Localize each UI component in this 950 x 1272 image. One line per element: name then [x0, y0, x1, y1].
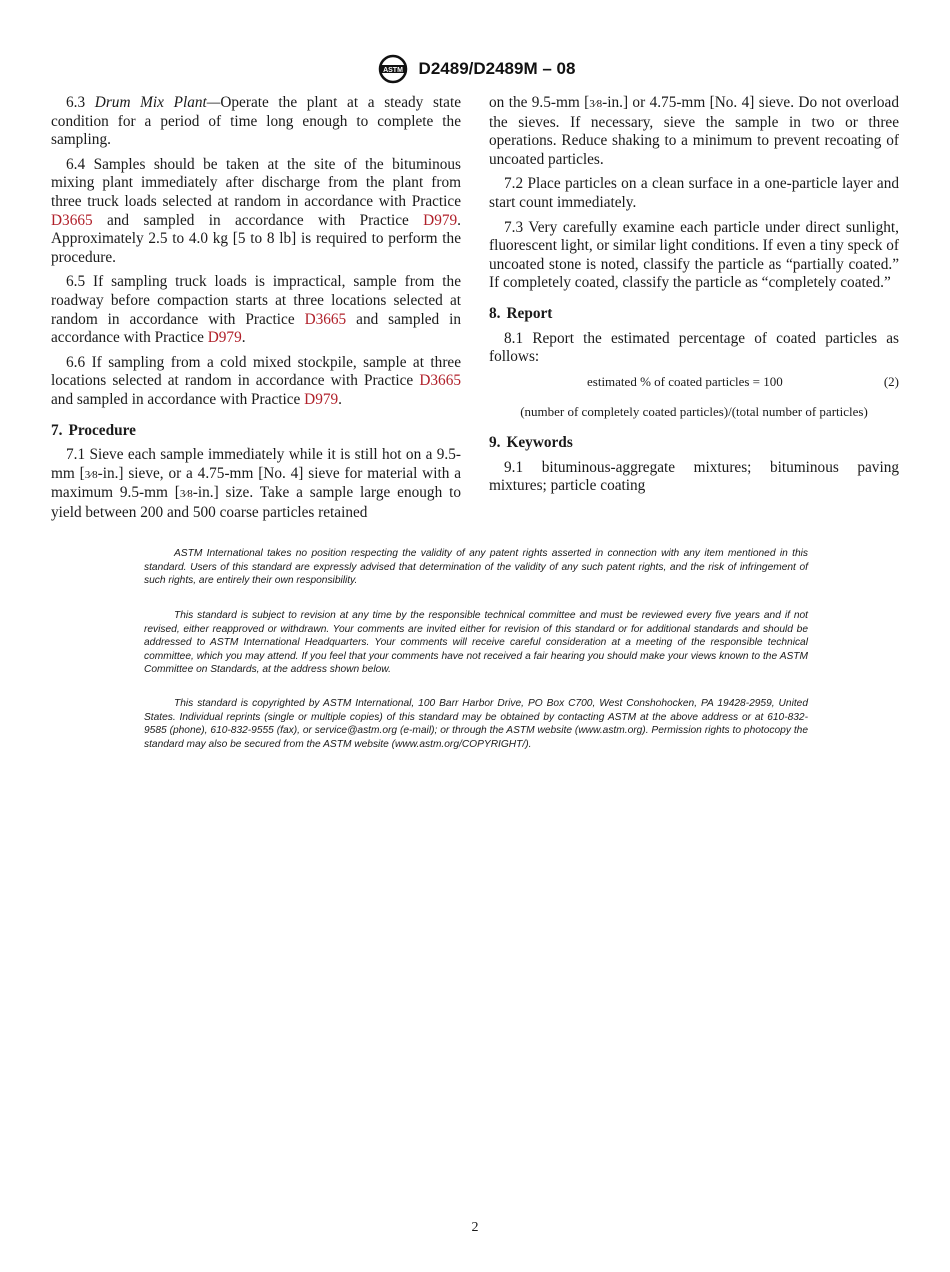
reference-link-d3665[interactable]: D3665 — [419, 372, 461, 390]
standard-designation: D2489/D2489M – 08 — [418, 59, 576, 78]
equation-lhs: estimated % of coated particles = 100 — [587, 373, 783, 389]
paragraph-8-1: 8.1 Report the estimated percentage of coated particles as follows: — [489, 329, 899, 366]
section-heading-keywords: 9. Keywords — [489, 433, 573, 451]
paragraph-7-3: 7.3 Very carefully examine each particle under direct sunlight, fluorescent light, or similar light conditions. If even a tiny speck of uncoated stone is noted, classify the particle as “partially coated.” If completely coated, classify the particle as “completely coated.” — [489, 218, 899, 292]
equation-number: (2) — [883, 373, 899, 389]
paragraph-7-1-continued: on the 9.5-mm [3⁄8-in.] or 4.75-mm [No. 4] sieve. Do not overload the sieves. If necessary, sieve the sample in two or three operations. Reduce shaking to a minimum to prevent recoating of uncoated particles. — [489, 94, 899, 168]
equation-2 — [489, 373, 899, 392]
reference-link-d979[interactable]: D979 — [304, 390, 339, 408]
reference-link-d3665[interactable]: D3665 — [304, 310, 347, 328]
paragraph-7-2: 7.2 Place particles on a clean surface in a one-particle layer and start count immediately. — [489, 175, 899, 211]
reference-link-d979[interactable]: D979 — [207, 329, 242, 347]
patent-notice: ASTM International takes no position respecting the validity of any patent rights asserted in connection with any item mentioned in this standard. Users of this standard are expressly advised that determination of the validity of any such patent rights, and the risk of infringement of such rights, are entirely their own responsibility. — [144, 548, 808, 587]
paragraph-6-5: 6.5 If sampling truck loads is impractical, sample from the roadway before compaction starts at three locations selected at random in accordance with Practice D3665 and sampled in accordance with Practice D979. — [51, 273, 461, 347]
svg-text:ASTM: ASTM — [382, 67, 403, 74]
paragraph-7-1: 7.1 Sieve each sample immediately while it is still hot on a 9.5-mm [3⁄8-in.] sieve, or a 4.75-mm [No. 4] sieve for material with a maximum 9.5-mm [3⁄8-in.] size. Take a sample large enough to yield between 200 and 500 coarse particles retained — [51, 446, 461, 521]
right-column — [489, 94, 899, 502]
copyright-notice: This standard is copyrighted by ASTM International, 100 Barr Harbor Drive, PO Box C700, West Conshohocken, PA 19428-2959, United States. Individual reprints (single or multiple copies) of this standard may be obtained by contacting ASTM at the above address or at 610-832-9585 (phone), 610-832-9555 (fax), or service@astm.org (e-mail); or through the ASTM website (www.astm.org). Permission rights to photocopy the standard may also be secured from the ASTM website (www.astm.org/COPYRIGHT/). — [144, 698, 808, 750]
astm-logo-icon — [375, 54, 411, 84]
paragraph-6-3: 6.3 Drum Mix Plant—Operate the plant at a steady state condition for a period of time long enough to complete the sampling. — [51, 94, 461, 149]
equation-denominator: (number of completely coated particles)/(total number of particles) — [520, 404, 868, 420]
reference-link-d979[interactable]: D979 — [423, 211, 458, 229]
paragraph-9-1: 9.1 bituminous-aggregate mixtures; bituminous paving mixtures; particle coating — [489, 458, 899, 495]
page-number: 2 — [471, 1220, 479, 1235]
paragraph-6-6: 6.6 If sampling from a cold mixed stockpile, sample at three locations selected at random in accordance with Practice D3665 and sampled in accordance with Practice D979. — [51, 353, 461, 408]
section-heading-procedure: 7. Procedure — [51, 421, 136, 439]
section-heading-report: 8. Report — [489, 304, 553, 322]
paragraph-6-4: 6.4 Samples should be taken at the site of the bituminous mixing plant immediately after discharge from the plant from three truck loads selected at random in accordance with Practice D3665 and sampled in accordance with Practice D979. Approximately 2.5 to 4.0 kg [5 to 8 lb] is required to perform the procedure. — [51, 155, 462, 266]
reference-link-d3665[interactable]: D3665 — [51, 211, 93, 229]
page-header — [0, 55, 950, 83]
revision-notice: This standard is subject to revision at any time by the responsible technical committee and must be reviewed every five years and if not revised, either reapproved or withdrawn. Your comments are invited either for revision of this standard or for additional standards and should be addressed to ASTM International Headquarters. Your comments will receive careful consideration at a meeting of the responsible technical committee, which you may attend. If you feel that your comments have not received a fair hearing you should make your views known to the ASTM Committee on Standards, at the address shown below. — [144, 610, 808, 676]
left-column — [51, 94, 461, 528]
